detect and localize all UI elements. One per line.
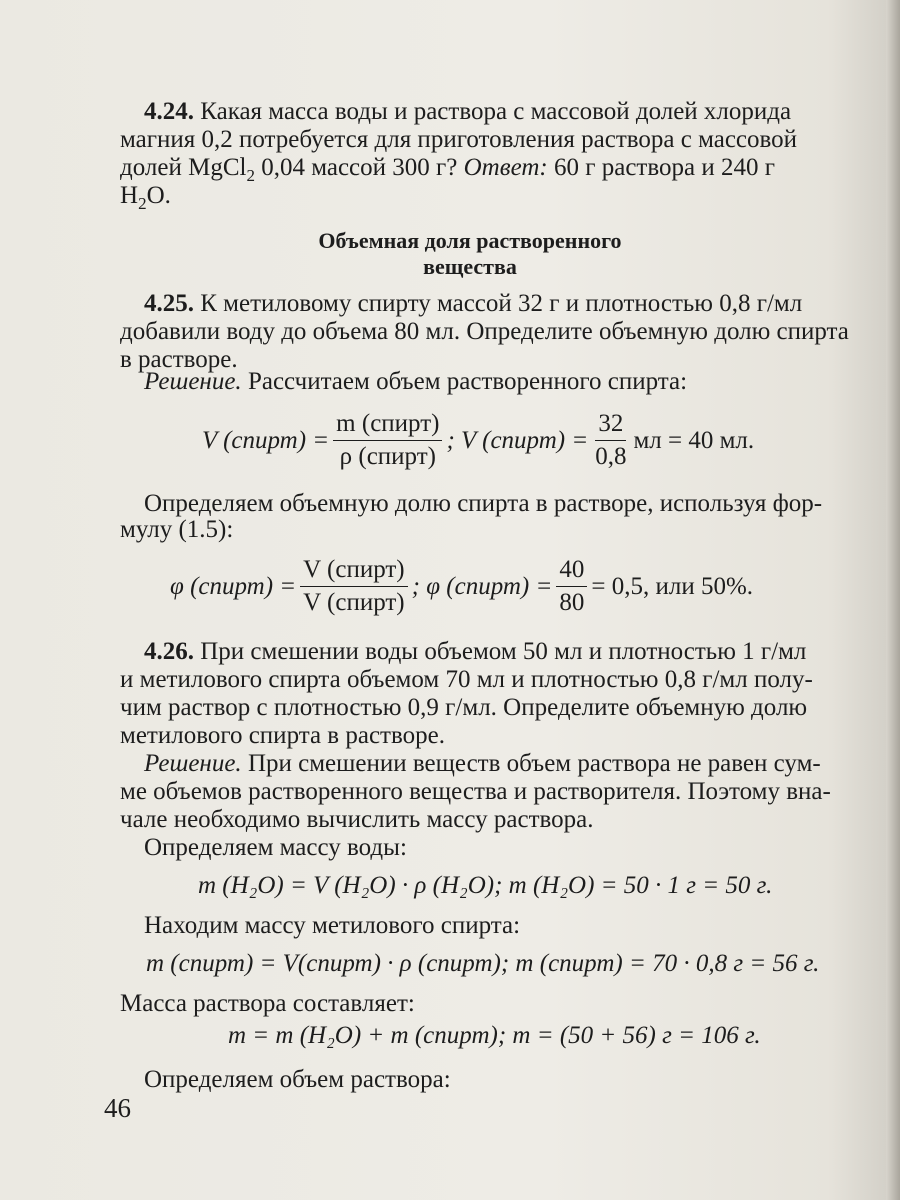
p426-line8: Определяем массу воды: <box>144 834 407 861</box>
p424-line3: долей MgCl$_2$ 0,04 массой 300 г? Ответ: 60 г раствора и 240 г <box>120 154 775 185</box>
page-number: 46 <box>104 1093 131 1123</box>
p426-solution: Решение. При смешении веществ объем раствора не равен сум- <box>144 750 821 777</box>
p425-line2: добавили воду до объема 80 мл. Определите объемную долю спирта <box>120 318 849 345</box>
formula-fraction: φ (спирт) = $\frac{\text{V (спирт)}}{\text{V (спирт)}}$ ; φ (спирт) = $\frac{40}{80}$ = 0,5, или 50%. <box>170 556 754 616</box>
p425-line1: 4.25. К метиловому спирту массой 32 г и плотностью 0,8 г/мл <box>144 290 803 317</box>
formula-alcohol-mass: m (спирт) = V(спирт) · ρ (спирт); m (спирт) = 70 · 0,8 г = 56 г. <box>146 950 820 977</box>
formula-water-mass: m (H₂O) = V (H₂O) · ρ (H₂O); m (H₂O) = 50 · 1 г = 50 г. <box>198 872 773 899</box>
section-heading-line1: Объемная доля растворенного <box>318 228 622 253</box>
p426-line9: Находим массу метилового спирта: <box>144 912 521 939</box>
section-heading-line2: вещества <box>423 254 517 279</box>
formula-volume: V (спирт) = $\frac{\text{m (спирт)}}{\text{ρ (спирт)}}$ ; V (спирт) = $\frac{32}{0,8}$ мл = 40 мл. <box>202 410 755 470</box>
p426-line11: Определяем объем раствора: <box>144 1066 451 1093</box>
p426-line2: и метилового спирта объемом 70 мл и плотностью 0,8 г/мл полу- <box>120 666 813 693</box>
p426-line4: метилового спирта в растворе. <box>120 722 445 749</box>
p426-line10: Масса раствора составляет: <box>120 990 415 1017</box>
p426-line1: 4.26. При смешении воды объемом 50 мл и плотностью 1 г/мл <box>144 638 807 665</box>
formula-solution-mass: m = m (H₂O) + m (спирт); m = (50 + 56) г = 106 г. <box>228 1022 761 1049</box>
p425-line6: мулу (1.5): <box>120 516 234 543</box>
p424-line4: $H_2O$. <box>120 182 171 213</box>
p426-line3: чим раствор с плотностью 0,9 г/мл. Определите объемную долю <box>120 694 808 721</box>
p425-line5: Определяем объемную долю спирта в растворе, используя фор- <box>144 490 823 517</box>
p424-line2: магния 0,2 потребуется для приготовления раствора с массовой <box>120 126 798 153</box>
p426-line7: чале необходимо вычислить массу раствора. <box>120 806 594 833</box>
p426-line6: ме объемов растворенного вещества и растворителя. Поэтому вна- <box>120 778 831 805</box>
p425-solution: Решение. Рассчитаем объем растворенного спирта: <box>144 368 688 395</box>
p424-line1: 4.24. Какая масса воды и раствора с массовой долей хлорида <box>144 98 792 125</box>
p425-line3: в растворе. <box>120 346 238 373</box>
